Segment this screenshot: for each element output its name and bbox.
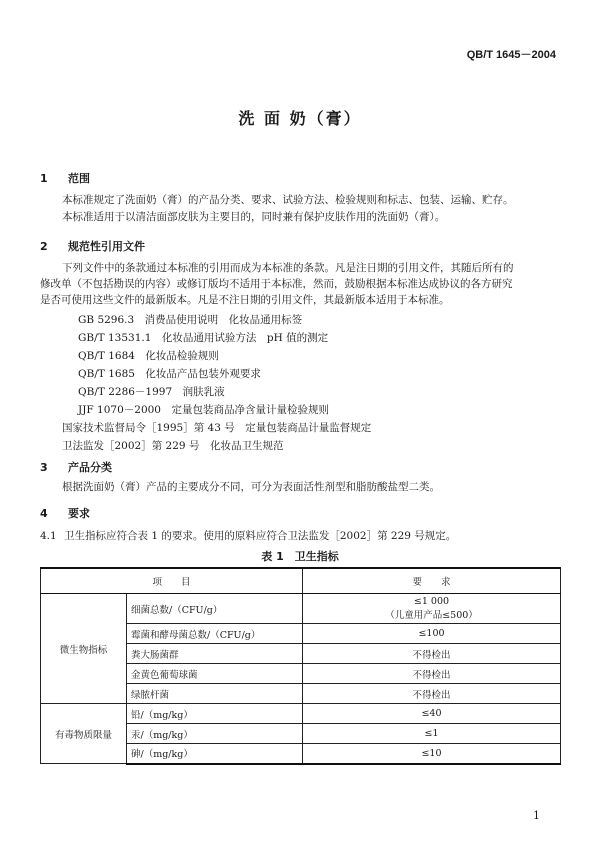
requirement-cell bbox=[303, 594, 561, 624]
section-2-para-line-3: 是否可使用这些文件的最新版本。凡是不注日期的引用文件，其最新版本适用于本标准。 bbox=[40, 294, 450, 306]
section-3-para: 根据洗面奶（膏）产品的主要成分不同，可分为表面活性剂型和脂肪酸盐型二类。 bbox=[62, 481, 440, 493]
requirement-cell: 不得检出 bbox=[303, 644, 561, 664]
table-row bbox=[41, 594, 561, 624]
reference-item: 国家技术监督局令［1995］第 43 号 定量包装商品计量监督规定 bbox=[62, 422, 372, 434]
section-number: 3 bbox=[40, 461, 48, 474]
section-2-para-line-2: 修改单（不包括勘误的内容）或修订版均不适用于本标准，然而，鼓励根据本标准达成协议的各方研究 bbox=[40, 278, 513, 290]
subsection-number: 4.1 bbox=[40, 530, 57, 542]
section-number: 2 bbox=[40, 240, 48, 253]
item-cell: 汞/（mg/kg） bbox=[127, 724, 303, 744]
section-title: 范围 bbox=[68, 172, 90, 185]
reference-item: QB/T 2286－1997 润肤乳液 bbox=[78, 386, 225, 398]
section-number: 4 bbox=[40, 507, 48, 520]
item-cell: 铅/（mg/kg） bbox=[127, 704, 303, 724]
requirement-cell: 不得检出 bbox=[303, 664, 561, 684]
section-title: 要求 bbox=[68, 507, 90, 520]
section-title: 规范性引用文件 bbox=[68, 240, 145, 253]
section-2-heading bbox=[40, 238, 145, 254]
requirement-cell: ≤10 bbox=[303, 744, 561, 764]
requirement-cell: ≤1 bbox=[303, 724, 561, 744]
requirement-cell: 不得检出 bbox=[303, 684, 561, 704]
section-title: 产品分类 bbox=[68, 461, 112, 474]
reference-item: QB/T 1685 化妆品产品包装外观要求 bbox=[78, 368, 261, 380]
section-3-heading bbox=[40, 459, 112, 475]
header-requirement: 要 求 bbox=[303, 568, 561, 594]
subsection-4-1 bbox=[40, 529, 456, 544]
item-cell: 砷/（mg/kg） bbox=[127, 744, 303, 764]
reference-item: GB/T 13531.1 化妆品通用试验方法 pH 值的测定 bbox=[78, 332, 329, 344]
requirement-cell: ≤100 bbox=[303, 624, 561, 644]
requirement-cell: ≤40 bbox=[303, 704, 561, 724]
reference-item: 卫法监发［2002］第 229 号 化妆品卫生规范 bbox=[62, 440, 284, 452]
section-1-para-2: 本标准适用于以清洁面部皮肤为主要目的，同时兼有保护皮肤作用的洗面奶（膏）。 bbox=[62, 211, 446, 223]
section-1-heading bbox=[40, 170, 90, 186]
page-number: 1 bbox=[533, 809, 540, 822]
standard-code: QB/T 1645－2004 bbox=[466, 49, 556, 61]
reference-item: QB/T 1684 化妆品检验规则 bbox=[78, 350, 219, 362]
section-2-para-line-1: 下列文件中的条款通过本标准的引用而成为本标准的条款。凡是注日期的引用文件，其随后所有的 bbox=[62, 262, 514, 274]
table-row bbox=[41, 704, 561, 724]
hygiene-indicator-table bbox=[40, 567, 561, 765]
section-4-heading bbox=[40, 505, 90, 521]
document-title: 洗 面 奶（膏） bbox=[238, 109, 362, 128]
item-cell: 绿脓杆菌 bbox=[127, 684, 303, 704]
reference-item: GB 5296.3 消费品使用说明 化妆品通用标签 bbox=[78, 314, 303, 326]
section-number: 1 bbox=[40, 172, 48, 185]
requirement-note: （儿童用产品≤500） bbox=[385, 610, 478, 621]
header-item: 项 目 bbox=[41, 568, 303, 594]
category-cell: 有毒物质限量 bbox=[41, 704, 127, 764]
reference-item: JJF 1070－2000 定量包装商品净含量计量检验规则 bbox=[78, 404, 329, 416]
section-1-para-1: 本标准规定了洗面奶（膏）的产品分类、要求、试验方法、检验规则和标志、包装、运输、贮存。 bbox=[62, 194, 514, 206]
category-cell: 微生物指标 bbox=[41, 594, 127, 704]
item-cell: 金黄色葡萄球菌 bbox=[127, 664, 303, 684]
requirement-value: ≤1 000 bbox=[413, 596, 450, 607]
item-cell: 粪大肠菌群 bbox=[127, 644, 303, 664]
table-caption: 表 1 卫生指标 bbox=[261, 550, 339, 563]
item-cell: 霉菌和酵母菌总数/（CFU/g） bbox=[127, 624, 303, 644]
subsection-text: 卫生指标应符合表 1 的要求。使用的原料应符合卫法监发［2002］第 229 号规定。 bbox=[64, 530, 457, 542]
item-cell: 细菌总数/（CFU/g） bbox=[127, 594, 303, 624]
